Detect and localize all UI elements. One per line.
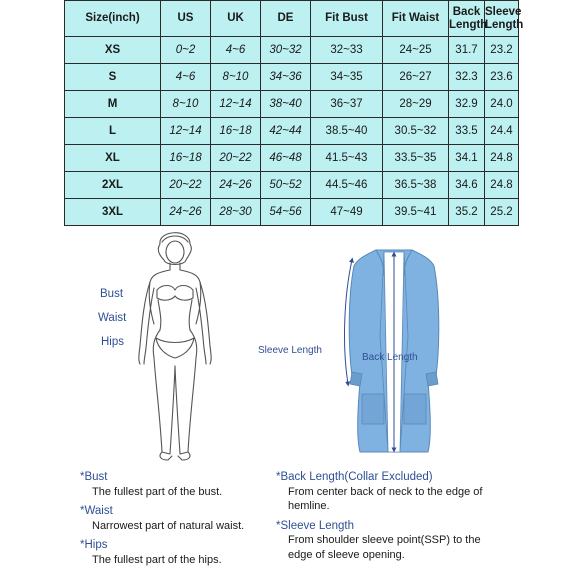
header-sleeve-length: Sleeve Length	[485, 1, 519, 37]
note-bust	[80, 470, 270, 499]
note-hips	[80, 538, 270, 567]
header-de: DE	[261, 1, 311, 37]
note-back-length-desc: From center back of neck to the edge of hemline.	[288, 485, 483, 513]
us-cell: 12~14	[161, 118, 211, 145]
uk-cell: 8~10	[211, 64, 261, 91]
back-cell: 32.9	[449, 91, 485, 118]
bust-cell: 44.5~46	[311, 172, 383, 199]
de-cell: 34~36	[261, 64, 311, 91]
sleeve-cell: 24.8	[485, 145, 519, 172]
us-cell: 20~22	[161, 172, 211, 199]
sleeve-cell: 23.2	[485, 37, 519, 64]
size-cell: M	[65, 91, 161, 118]
waist-cell: 33.5~35	[383, 145, 449, 172]
table-header-row	[65, 1, 519, 37]
sleeve-cell: 24.0	[485, 91, 519, 118]
cardigan-illustration	[318, 236, 468, 461]
uk-cell: 12~14	[211, 91, 261, 118]
back-cell: 35.2	[449, 199, 485, 226]
us-cell: 16~18	[161, 145, 211, 172]
note-back-length-title: *Back Length(Collar Excluded)	[276, 471, 433, 483]
header-back-length: Back Length	[449, 1, 485, 37]
table-row	[65, 199, 519, 226]
note-waist-desc: Narrowest part of natural waist.	[92, 520, 245, 533]
note-waist-title: *Waist	[80, 505, 113, 518]
table-row	[65, 64, 519, 91]
bust-cell: 41.5~43	[311, 145, 383, 172]
garment-measurement-notes	[276, 470, 506, 567]
hips-label: Hips	[101, 336, 125, 348]
header-uk: UK	[211, 1, 261, 37]
size-cell: 2XL	[65, 172, 161, 199]
de-cell: 46~48	[261, 145, 311, 172]
body-outline-illustration	[120, 226, 230, 466]
note-bust-title: *Bust	[80, 471, 108, 483]
size-cell: L	[65, 118, 161, 145]
note-sleeve-length-desc: From shoulder sleeve point(SSP) to the edge of sleeve opening.	[288, 534, 481, 561]
de-cell: 30~32	[261, 37, 311, 64]
note-sleeve-length-title: *Sleeve Length	[276, 519, 355, 532]
bust-cell: 38.5~40	[311, 118, 383, 145]
de-cell: 38~40	[261, 91, 311, 118]
uk-cell: 20~22	[211, 145, 261, 172]
waist-cell: 36.5~38	[383, 172, 449, 199]
waist-cell: 30.5~32	[383, 118, 449, 145]
sleeve-cell: 24.8	[485, 172, 519, 199]
waist-cell: 39.5~41	[383, 199, 449, 226]
uk-cell: 16~18	[211, 118, 261, 145]
size-cell: 3XL	[65, 199, 161, 226]
note-waist	[80, 504, 270, 533]
uk-cell: 24~26	[211, 172, 261, 199]
bust-cell: 47~49	[311, 199, 383, 226]
table-row	[65, 172, 519, 199]
note-sleeve-length	[276, 519, 506, 563]
sleeve-cell: 24.4	[485, 118, 519, 145]
de-cell: 42~44	[261, 118, 311, 145]
back-cell: 34.6	[449, 172, 485, 199]
header-fit-waist: Fit Waist	[383, 1, 449, 37]
table-row	[65, 145, 519, 172]
back-cell: 34.1	[449, 145, 485, 172]
sleeve-cell: 23.6	[485, 64, 519, 91]
table-row	[65, 118, 519, 145]
us-cell: 8~10	[161, 91, 211, 118]
table-row	[65, 37, 519, 64]
header-us: US	[161, 1, 211, 37]
waist-cell: 28~29	[383, 91, 449, 118]
bust-cell: 32~33	[311, 37, 383, 64]
size-cell: XL	[65, 145, 161, 172]
table-row	[65, 91, 519, 118]
back-cell: 32.3	[449, 64, 485, 91]
uk-cell: 4~6	[211, 37, 261, 64]
size-cell: XS	[65, 37, 161, 64]
back-cell: 33.5	[449, 118, 485, 145]
us-cell: 24~26	[161, 199, 211, 226]
measurement-figures	[0, 226, 580, 466]
bust-cell: 36~37	[311, 91, 383, 118]
waist-label: Waist	[98, 312, 127, 324]
body-measurement-notes	[80, 470, 270, 573]
bust-cell: 34~35	[311, 64, 383, 91]
de-cell: 54~56	[261, 199, 311, 226]
sleeve-cell: 25.2	[485, 199, 519, 226]
waist-cell: 24~25	[383, 37, 449, 64]
note-hips-title: *Hips	[80, 539, 108, 552]
size-cell: S	[65, 64, 161, 91]
size-chart-table	[64, 0, 524, 226]
de-cell: 50~52	[261, 172, 311, 199]
note-hips-desc: The fullest part of the hips.	[92, 554, 222, 567]
bust-label: Bust	[100, 288, 124, 300]
waist-cell: 26~27	[383, 64, 449, 91]
note-back-length	[276, 470, 506, 514]
back-length-label: Back Length	[362, 352, 418, 363]
note-bust-desc: The fullest part of the bust.	[92, 485, 223, 498]
uk-cell: 28~30	[211, 199, 261, 226]
us-cell: 0~2	[161, 37, 211, 64]
back-cell: 31.7	[449, 37, 485, 64]
sleeve-length-label: Sleeve Length	[258, 345, 322, 356]
header-size: Size(inch)	[65, 1, 161, 37]
us-cell: 4~6	[161, 64, 211, 91]
header-fit-bust: Fit Bust	[311, 1, 383, 37]
